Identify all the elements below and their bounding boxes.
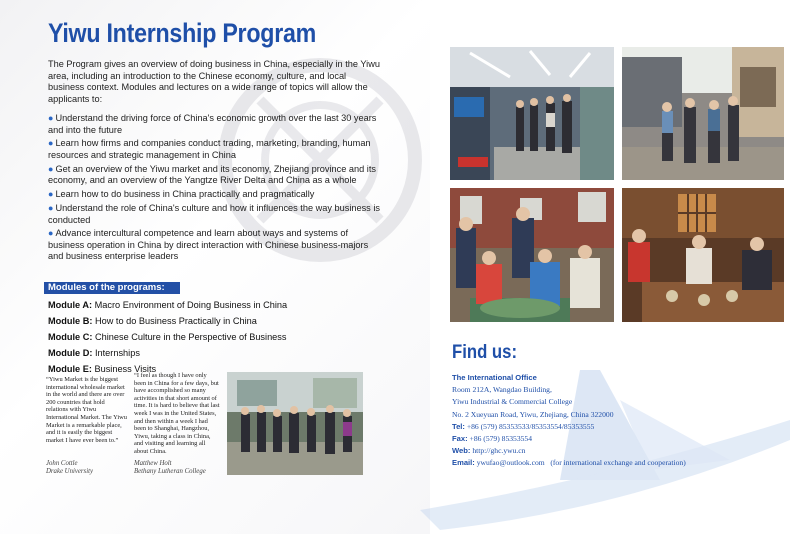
- module-item: Module B: How to do Business Practically in China: [48, 316, 257, 326]
- office-name: The International Office: [452, 373, 537, 382]
- testimonial-signature: Matthew Holt Bethany Lutheran College: [134, 460, 206, 475]
- fax-line: Fax: +86 (579) 85353554: [452, 434, 533, 444]
- module-item: Module C: Chinese Culture in the Perspective of Business: [48, 332, 287, 342]
- modules-heading: Modules of the programs:: [44, 282, 180, 294]
- bullet-icon: ●: [48, 138, 54, 149]
- list-item: ● Get an overview of the Yiwu market and its economy, Zhejiang province and its economy, and an overview of the Yangtze River Delta and China as a whole: [48, 163, 376, 186]
- web-link[interactable]: http://ghc.ywu.cn: [472, 446, 526, 456]
- list-item: ● Learn how to do business in China practically and pragmatically: [48, 189, 315, 200]
- testimonial-quote: “Yiwu Market is the biggest international wholesale market in the world and there are over 200 countries that hold relations with Yiwu International Market. The Yiwu Market is a remarkable place, and it is easily the biggest market I have ever been to.”: [46, 376, 127, 444]
- find-us-heading: Find us:: [452, 342, 518, 363]
- list-item: ● Learn how firms and companies conduct trading, marketing, branding, human resources and strategic management in China: [48, 138, 371, 160]
- list-item: ● Understand the role of China's culture and how it influences the way business is conducted: [48, 202, 380, 225]
- street-visit-photo: [622, 47, 784, 180]
- intro-paragraph: The Program gives an overview of doing business in China, especially in the Yiwu area, including an introduction to the Chinese economy, culture, and local business context. Modules and lectures on a wide range of topics will allow the applicants to:: [48, 59, 380, 104]
- address-line: No. 2 Xueyuan Road, Yiwu, Zhejiang, China 322000: [452, 409, 614, 419]
- web-line: Web: http://ghc.ywu.cn: [452, 446, 526, 456]
- module-item: Module D: Internships: [48, 348, 140, 358]
- tel-line: Tel: +86 (579) 85353533/85353554/85353555: [452, 421, 595, 431]
- module-item: Module E: Business Visits: [48, 364, 157, 374]
- modules-list: [48, 297, 287, 377]
- email-line: Email: ywufao@outlook.com (for international exchange and cooperation): [452, 458, 686, 468]
- bullet-icon: ●: [48, 202, 54, 213]
- testimonial-signature: John Cottle Drake University: [46, 460, 93, 475]
- contact-block: [452, 372, 722, 470]
- objectives-list: [48, 113, 383, 265]
- market-hall-photo: [450, 47, 614, 180]
- address-line: Yiwu Industrial & Commercial College: [452, 397, 573, 407]
- bullet-icon: ●: [48, 113, 54, 123]
- list-item: ● Advance intercultural competence and learn about ways and systems of business operation in China by direct interaction with Chinese business-majors and business enterprise leaders: [48, 228, 369, 262]
- bullet-icon: ●: [48, 228, 54, 239]
- bullet-icon: ●: [48, 189, 54, 200]
- bullet-icon: ●: [48, 163, 54, 174]
- list-item: ● Understand the driving force of China's economic growth over the last 30 years and into the future: [48, 113, 377, 135]
- page-title: Yiwu Internship Program: [48, 18, 317, 48]
- address-line: Room 212A, Wangdao Building,: [452, 385, 552, 395]
- outdoor-cooking-photo: [450, 188, 614, 322]
- module-item: Module A: Macro Environment of Doing Business in China: [48, 300, 288, 310]
- market-students-photo: [227, 372, 363, 475]
- email-link[interactable]: ywufao@outlook.com: [476, 458, 545, 468]
- tea-dinner-photo: [622, 188, 784, 322]
- testimonial-quote: “I feel as though I have only been in China for a few days, but have accomplished so many activities in that short amount of time. It is hard to believe that last week I was in the United States, and then within a week I had been to Shanghai, Hangzhou, Yiwu, taking a class in China, and visiting and learning all about China.: [134, 372, 220, 455]
